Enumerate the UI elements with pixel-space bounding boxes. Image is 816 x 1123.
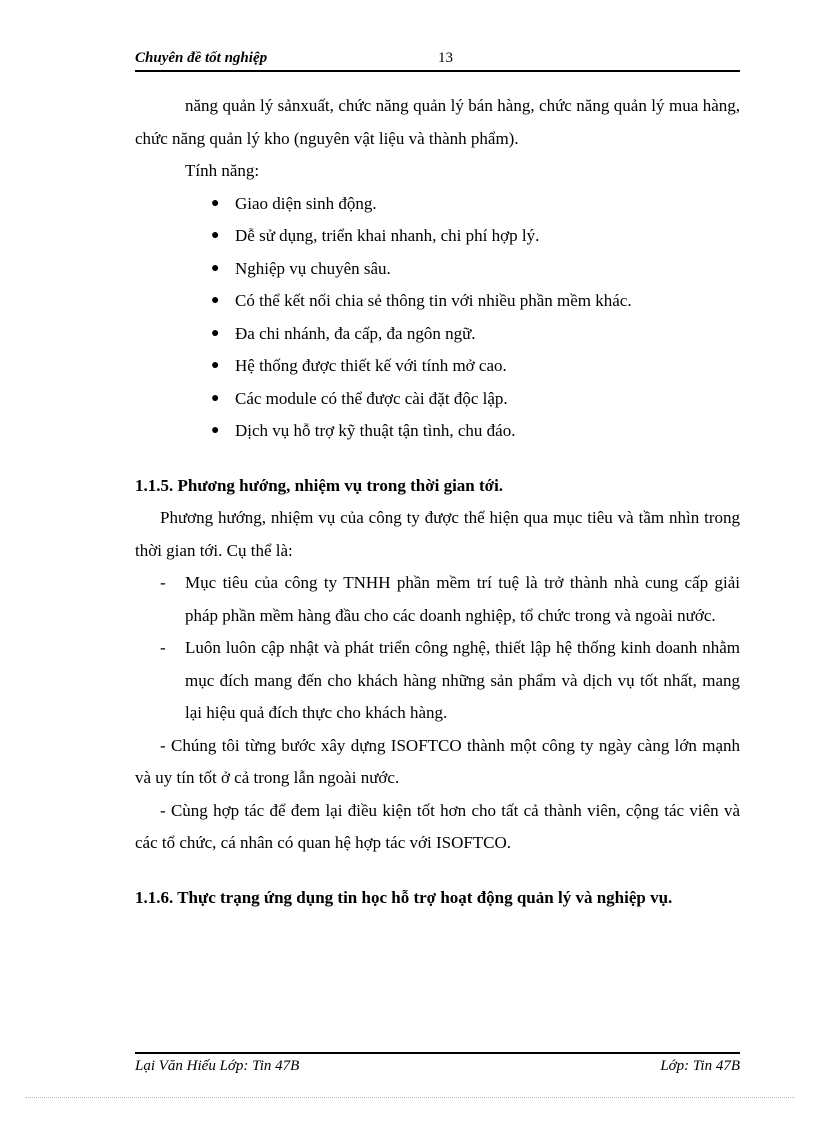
page-number: 13 <box>438 50 453 66</box>
section-heading-116: 1.1.6. Thực trạng ứng dụng tin học hỗ trợ hoạt động quản lý và nghiệp vụ. <box>135 887 673 907</box>
dash-marker: - <box>160 573 166 592</box>
footer-class: Lớp: Tin 47B <box>660 1058 740 1074</box>
bullet-icon: ● <box>211 293 220 308</box>
list-item: ● Dễ sử dụng, triển khai nhanh, chi phí hợp lý. <box>135 220 740 253</box>
list-item: ● Nghiệp vụ chuyên sâu. <box>135 253 740 286</box>
bullet-icon: ● <box>211 228 220 243</box>
paragraph: - Cùng hợp tác để đem lại điều kiện tốt hơn cho tất cả thành viên, cộng tác viên và các tổ chức, cá nhân có quan hệ hợp tác với ISOFTCO. <box>135 800 740 852</box>
features-label: Tính năng: <box>185 161 260 180</box>
page-edge-divider <box>25 1097 795 1098</box>
bullet-icon: ● <box>211 358 220 373</box>
paragraph: - Chúng tôi từng bước xây dựng ISOFTCO thành một công ty ngày càng lớn mạnh và uy tín tốt ở cả trong lẫn ngoài nước. <box>135 735 740 787</box>
paragraph: Phương hướng, nhiệm vụ của công ty được thể hiện qua mục tiêu và tầm nhìn trong thời gian tới. Cụ thể là: <box>135 508 740 560</box>
bullet-icon: ● <box>211 260 220 276</box>
list-item: ● Các module có thể được cài đặt độc lập. <box>135 383 740 416</box>
footer-author: Lại Văn Hiếu Lớp: Tin 47B <box>135 1058 300 1074</box>
list-item: ● Có thể kết nối chia sẻ thông tin với nhiều phần mềm khác. <box>135 285 740 318</box>
paragraph: năng quản lý sảnxuất, chức năng quản lý bán hàng, chức năng quản lý mua hàng, chức năng quản lý kho (nguyên vật liệu và thành phẩm). <box>135 96 740 148</box>
list-item: ● Hệ thống được thiết kế với tính mở cao. <box>135 350 740 383</box>
feature-list <box>135 188 740 448</box>
list-item: ● Dịch vụ hỗ trợ kỹ thuật tận tình, chu đáo. <box>135 415 740 448</box>
header-title: Chuyên đề tốt nghiệp <box>135 50 268 66</box>
section-heading-115: 1.1.5. Phương hướng, nhiệm vụ trong thời gian tới. <box>135 475 504 495</box>
bullet-icon: ● <box>211 195 220 211</box>
bullet-icon: ● <box>211 325 220 341</box>
dash-marker: - <box>160 638 166 657</box>
page-body <box>135 90 740 914</box>
page-footer <box>135 1052 740 1076</box>
page-header <box>135 50 740 72</box>
list-item: ● Đa chi nhánh, đa cấp, đa ngôn ngữ. <box>135 318 740 351</box>
list-item: - Luôn luôn cập nhật và phát triển công nghệ, thiết lập hệ thống kinh doanh nhằm mục đích mang đến cho khách hàng những sản phẩm và dịch vụ tốt nhất, mang lại hiệu quả đích thực cho khách hàng. <box>135 632 740 730</box>
list-item: - Mục tiêu của công ty TNHH phần mềm trí tuệ là trở thành nhà cung cấp giải pháp phần mềm hàng đầu cho các doanh nghiệp, tổ chức trong và ngoài nước. <box>135 567 740 632</box>
bullet-icon: ● <box>211 423 220 438</box>
list-item: ● Giao diện sinh động. <box>135 188 740 221</box>
bullet-icon: ● <box>211 390 220 406</box>
goal-list <box>135 567 740 730</box>
